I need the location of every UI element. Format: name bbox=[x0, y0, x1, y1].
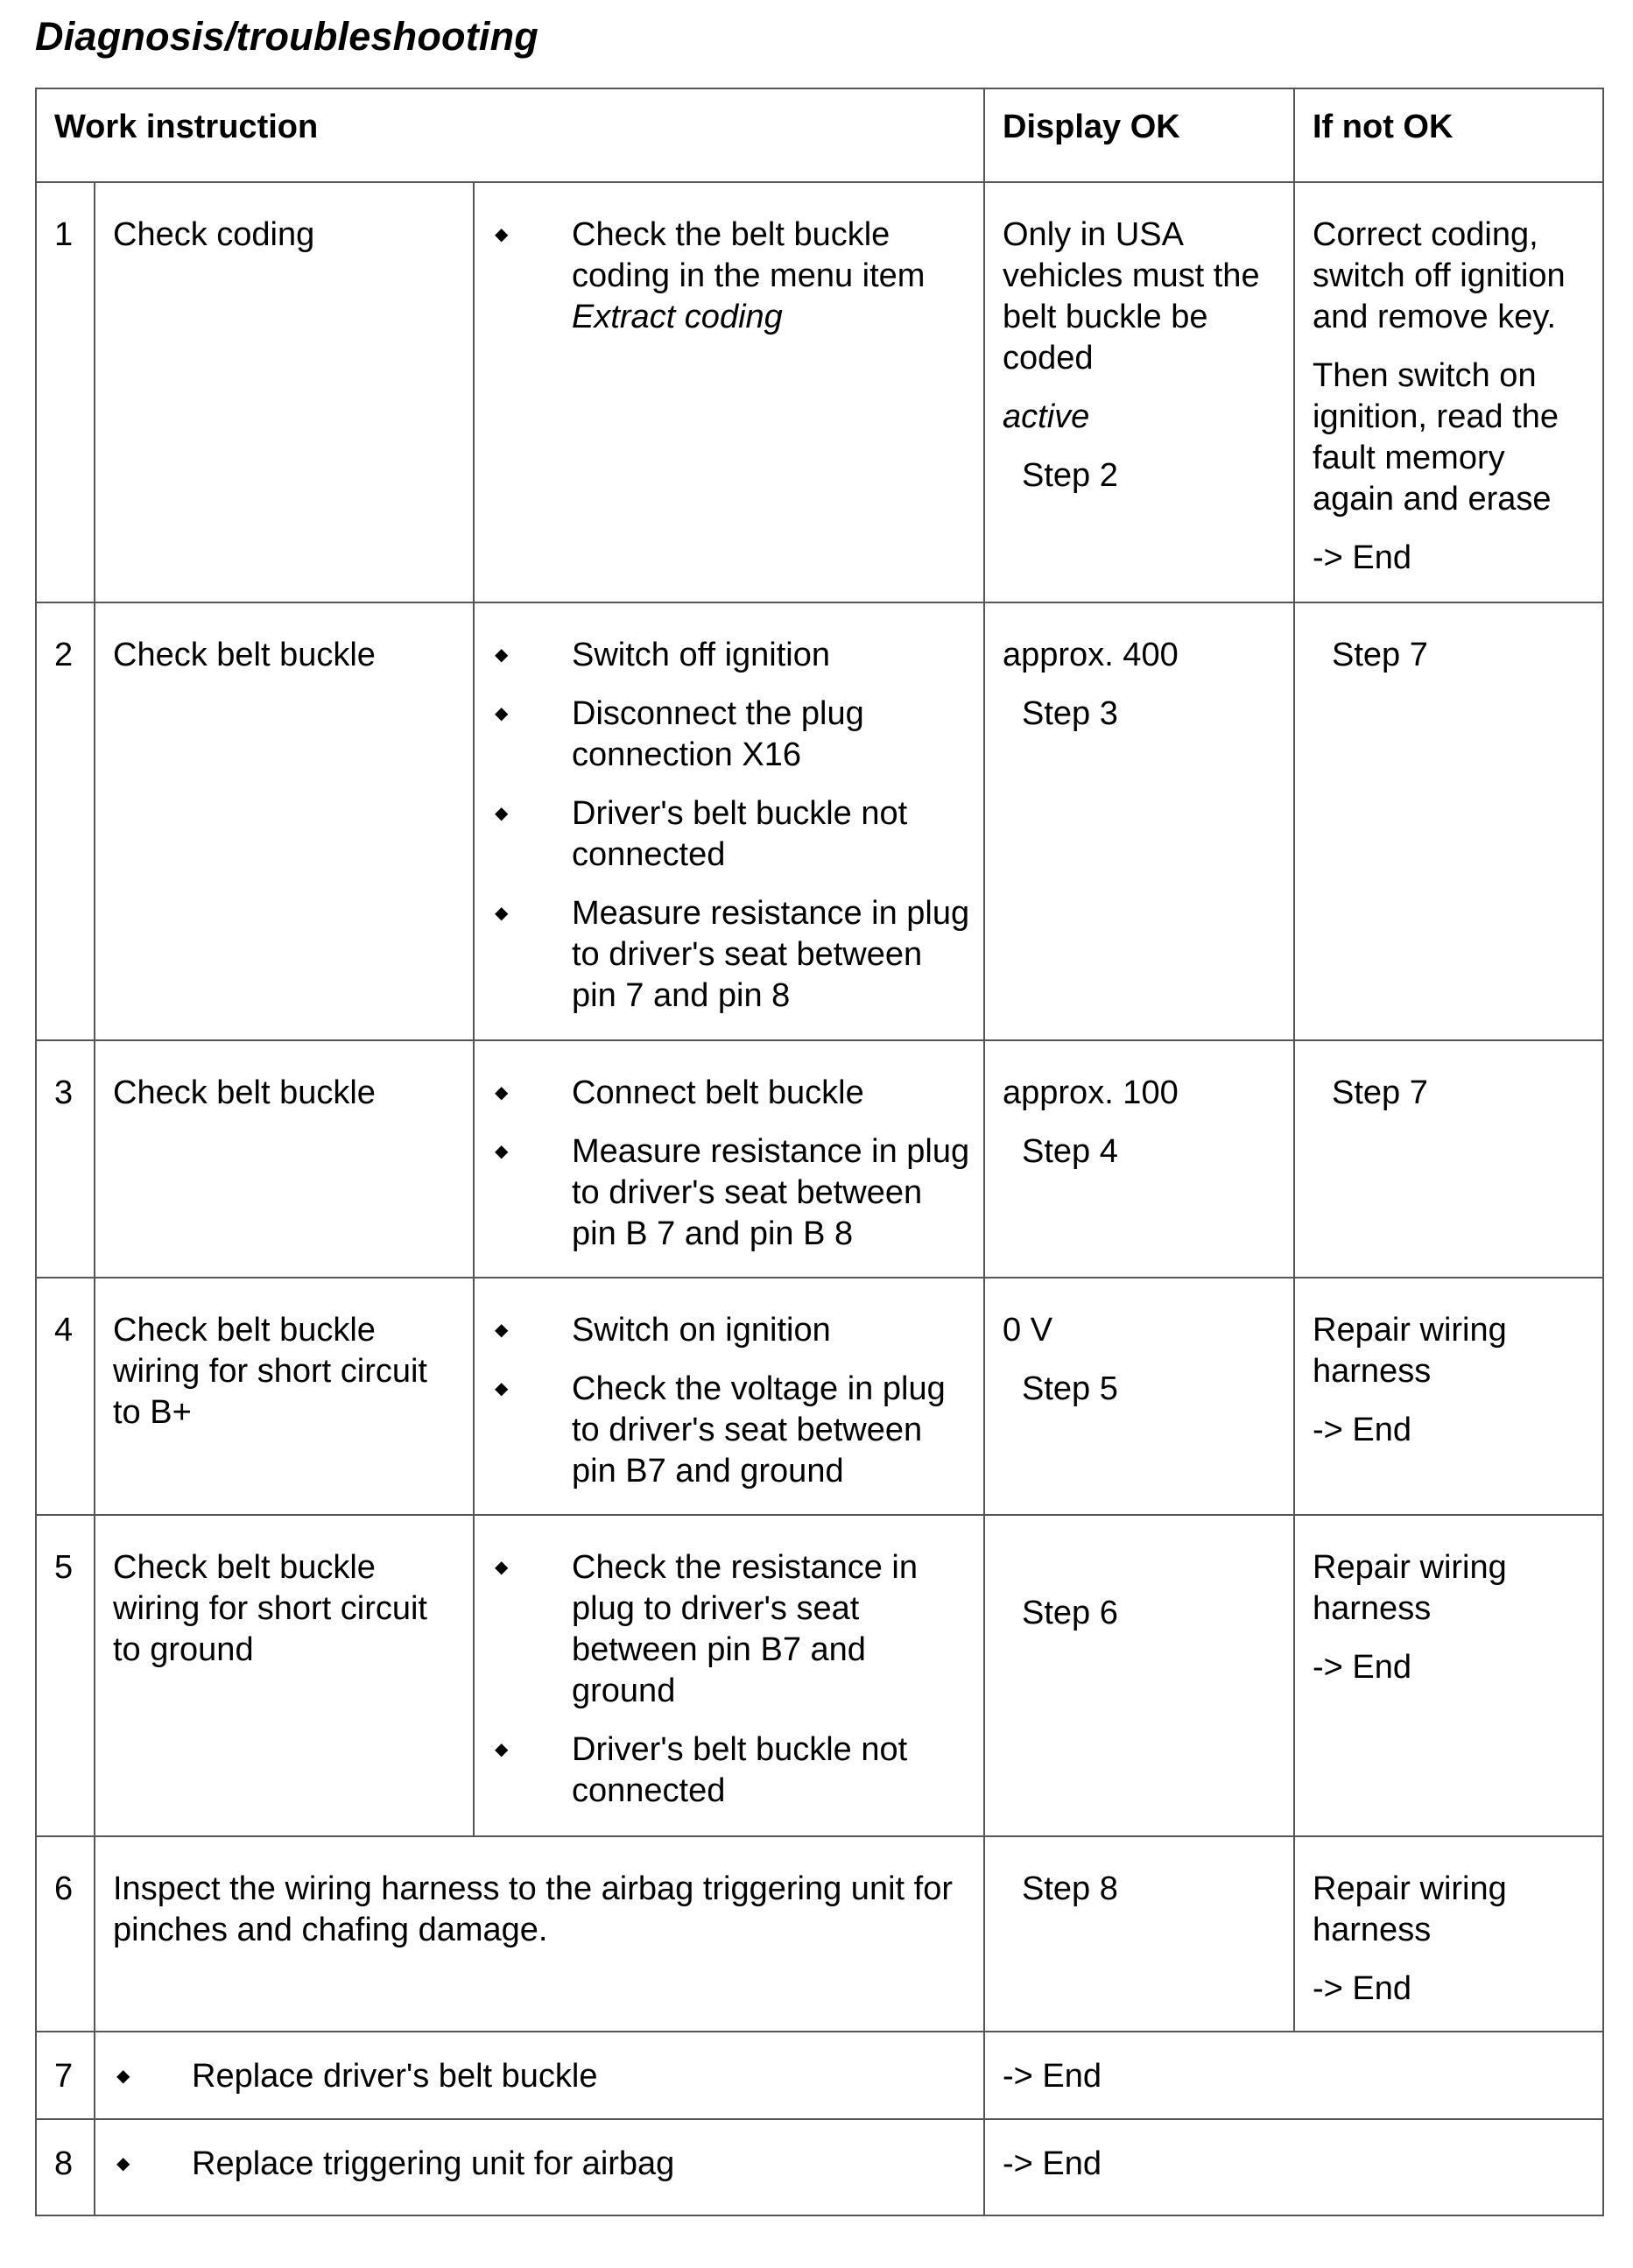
not-ok-step: Step 7 bbox=[1332, 1074, 1428, 1111]
step-number: 2 bbox=[36, 602, 95, 1040]
operation-item: ◆ Check the resistance in plug to driver's seat between pin B7 and ground bbox=[475, 1547, 971, 1712]
operation-item: ◆ Connect belt buckle bbox=[475, 1073, 971, 1114]
step-number: 5 bbox=[36, 1515, 95, 1836]
operation-item: ◆ Driver's belt buckle not connected bbox=[475, 1729, 971, 1812]
table-row bbox=[36, 2119, 1603, 2215]
operation-item: ◆ Measure resistance in plug to driver's seat between pin B 7 and pin B 8 bbox=[475, 1131, 971, 1255]
step-title: Inspect the wiring harness to the airbag triggering unit for pinches and chafing damage. bbox=[95, 1836, 984, 2032]
header-if-not-ok: If not OK bbox=[1294, 88, 1603, 182]
display-ok-cell bbox=[984, 1040, 1294, 1278]
step-number: 7 bbox=[36, 2032, 95, 2119]
table-row bbox=[36, 182, 1603, 602]
next-step: Step 6 bbox=[1022, 1595, 1118, 1631]
operations-cell bbox=[474, 1515, 984, 1836]
display-ok-cell bbox=[984, 182, 1294, 602]
not-ok-text: Then switch on ignition, read the fault memory again and erase bbox=[1313, 357, 1559, 518]
display-ok-cell bbox=[984, 602, 1294, 1040]
step-number: 3 bbox=[36, 1040, 95, 1278]
operations-cell bbox=[474, 602, 984, 1040]
step-title: Check belt buckle wiring for short circuit to ground bbox=[95, 1515, 474, 1836]
table-row bbox=[36, 1278, 1603, 1515]
step-number: 8 bbox=[36, 2119, 95, 2215]
step-title: Check belt buckle bbox=[95, 1040, 474, 1278]
step-title: Check belt buckle bbox=[95, 602, 474, 1040]
display-value: approx. 400 bbox=[1003, 637, 1179, 673]
result-cell: -> End bbox=[984, 2119, 1603, 2215]
operations-cell bbox=[474, 1040, 984, 1278]
not-ok-text: -> End bbox=[1313, 1970, 1412, 2007]
result-cell: -> End bbox=[984, 2032, 1603, 2119]
menu-item-name: Extract coding bbox=[572, 299, 783, 335]
step-number: 1 bbox=[36, 182, 95, 602]
display-ok-cell bbox=[984, 1836, 1294, 2032]
operation-item: ◆ Switch off ignition bbox=[475, 635, 971, 676]
operation-item: ◆ Replace triggering unit for airbag bbox=[95, 2119, 984, 2215]
if-not-ok-cell bbox=[1294, 1278, 1603, 1515]
operations-cell bbox=[474, 182, 984, 602]
if-not-ok-cell bbox=[1294, 1836, 1603, 2032]
table-row bbox=[36, 1040, 1603, 1278]
if-not-ok-cell bbox=[1294, 1040, 1603, 1278]
header-display-ok: Display OK bbox=[984, 88, 1294, 182]
operation-item: ◆ Measure resistance in plug to driver's seat between pin 7 and pin 8 bbox=[475, 893, 971, 1017]
operation-item: ◆ Check the voltage in plug to driver's seat between pin B7 and ground bbox=[475, 1369, 971, 1492]
display-ok-cell bbox=[984, 1278, 1294, 1515]
operation-item: ◆ Disconnect the plug connection X16 bbox=[475, 694, 971, 776]
operation-item: ◆ Switch on ignition bbox=[475, 1310, 971, 1351]
diagnosis-table bbox=[35, 88, 1604, 2216]
not-ok-step: Step 7 bbox=[1332, 637, 1428, 673]
operation-item: ◆ Driver's belt buckle not connected bbox=[475, 793, 971, 876]
operation-item: ◆ Replace driver's belt buckle bbox=[95, 2032, 984, 2119]
header-row bbox=[36, 88, 1603, 182]
display-value: 0 V bbox=[1003, 1312, 1053, 1349]
display-ok-cell bbox=[984, 1515, 1294, 1836]
header-work-instruction: Work instruction bbox=[36, 88, 984, 182]
not-ok-text: Repair wiring harness bbox=[1313, 1312, 1507, 1390]
not-ok-text: Correct coding, switch off ignition and remove key. bbox=[1313, 216, 1566, 335]
if-not-ok-cell bbox=[1294, 602, 1603, 1040]
table-row bbox=[36, 1515, 1603, 1836]
step-title: Check coding bbox=[95, 182, 474, 602]
operations-cell bbox=[474, 1278, 984, 1515]
if-not-ok-cell bbox=[1294, 1515, 1603, 1836]
page-title: Diagnosis/troubleshooting bbox=[35, 14, 538, 59]
step-number: 6 bbox=[36, 1836, 95, 2032]
not-ok-text: -> End bbox=[1313, 1412, 1412, 1448]
step-title: Check belt buckle wiring for short circuit to B+ bbox=[95, 1278, 474, 1515]
not-ok-text: -> End bbox=[1313, 1649, 1412, 1686]
operation-item: ◆ Check the belt buckle coding in the menu item Extract coding bbox=[475, 215, 971, 338]
not-ok-text: Repair wiring harness bbox=[1313, 1549, 1507, 1627]
not-ok-text: -> End bbox=[1313, 539, 1412, 576]
table-row bbox=[36, 1836, 1603, 2032]
not-ok-text: Repair wiring harness bbox=[1313, 1870, 1507, 1948]
if-not-ok-cell bbox=[1294, 182, 1603, 602]
display-value: approx. 100 bbox=[1003, 1074, 1179, 1111]
next-step: Step 3 bbox=[1022, 695, 1118, 732]
next-step: Step 8 bbox=[1022, 1870, 1118, 1907]
next-step: Step 4 bbox=[1022, 1133, 1118, 1170]
step-number: 4 bbox=[36, 1278, 95, 1515]
display-value: active bbox=[1003, 398, 1090, 435]
table-row bbox=[36, 2032, 1603, 2119]
next-step: Step 2 bbox=[1022, 457, 1118, 494]
table-row bbox=[36, 602, 1603, 1040]
next-step: Step 5 bbox=[1022, 1370, 1118, 1407]
display-value: Only in USA vehicles must the belt buckle be coded bbox=[1003, 216, 1260, 377]
